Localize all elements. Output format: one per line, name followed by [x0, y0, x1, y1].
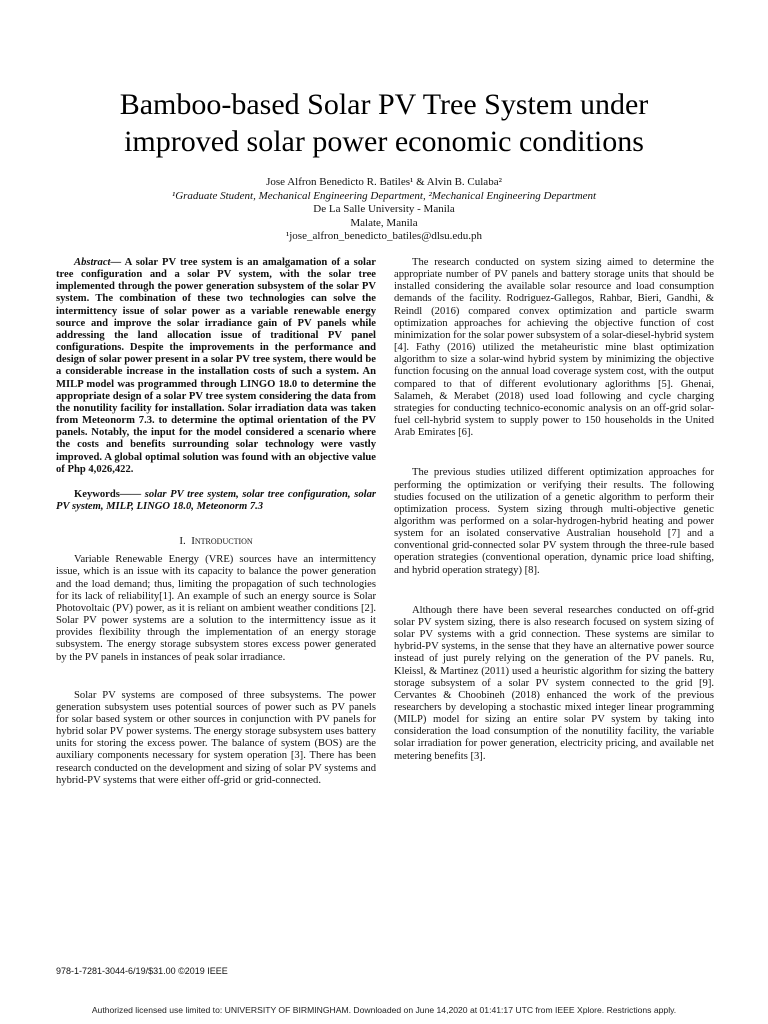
- abstract-label: Abstract: [74, 257, 111, 268]
- section-number: I.: [179, 535, 186, 548]
- intro-paragraph-1: Variable Renewable Energy (VRE) sources have an intermittency issue, which is an issue with its capacity to balance the power generation and the load demand; thus, limiting the propagation of such technologies for its lack of reliability[1]. An example of such an energy source is Solar Photovoltaic (PV) power, as it is reliant on ambient weather conditions [2]. Solar PV power systems are a solution to the intermittency issue as it provides flexibility through the implementation of an energy storage subsystem. The energy storage subsystem stores excess power generated by the PV panels in instances of peak solar irradiance.: [56, 554, 376, 663]
- right-paragraph-2: The previous studies utilized different optimization approaches for performing the optimization or verifying their results. The following studies focused on the utilization of a genetic algorithm to perform their optimization process. System sizing through multi-objective genetic algorithm was performed on a solar-hydrogen-hybrid heating and power system for an isolated conservative Australian household [7] and a conventional grid-connected solar PV system through the three-rule based operation strategies (conventional operation, dynamic price load shifting, and hybrid operation strategy) [8].: [394, 467, 714, 576]
- right-paragraph-3: Although there have been several researches conducted on off-grid solar PV system sizing, there is also research focused on system sizing of solar PV systems with a grid connection. These systems are similar to hybrid-PV systems, in the sense that they have an alternative power source instead of just purely relying on the generation of the PV panels. Ru, Kleissl, & Martinez (2011) used a heuristic algorithm for sizing the battery storage subsystem of a solar PV system connected to the grid [9]. Cervantes & Choobineh (2018) enhanced the work of the previous researchers by developing a stochastic mixed integer linear programming (MILP) model for sizing an entire solar PV system by taking into consideration the load consumption of the nonutility facility, the variable solar irradiation for power generation, electricity pricing, and available net metering benefits [3].: [394, 604, 714, 762]
- abstract-text: A solar PV tree system is an amalgamation of a solar tree configuration and a solar PV system, with the solar tree implemented through the power generation subsystem of the solar PV system. The combination of these two technologies can solve the intermittency issue of solar power as a variable renewable energy source and improve the solar irradiance gain of PV panels while addressing the land allocation issue of traditional PV panel configurations. Despite the improvements in the performance and design of solar power present in a solar PV tree system, there would be a considerable increase in the installation costs of such a system. An MILP model was programmed through LINGO 18.0 to determine the appropriate design of a solar PV tree system considering the data from the nonutility facility for installation. Solar irradiation data was taken from Meteonorm 7.3. to determine the optimal orientation of the PV panels. Notably, the input for the model considered a scenario where the costs and benefits surrounding solar technology were vastly improved. A global optimal solution was found with an objective value of Php 4,026,422.: [56, 257, 376, 475]
- author-university: De La Salle University - Manila: [313, 203, 455, 215]
- abstract: [56, 257, 376, 476]
- author-email: ¹jose_alfron_benedicto_batiles@dlsu.edu.ph: [285, 230, 483, 242]
- author-affiliation: ¹Graduate Student, Mechanical Engineering Department, ²Mechanical Engineering Department: [171, 189, 597, 202]
- right-column: [394, 257, 714, 763]
- keywords: [56, 489, 376, 513]
- keywords-text: solar PV tree system, solar tree configuration, solar PV system, MILP, LINGO 18.0, Meteonorm 7.3: [56, 488, 376, 512]
- keywords-label: Keywords——: [74, 488, 142, 500]
- abstract-dash: —: [110, 257, 125, 268]
- author-names: Jose Alfron Benedicto R. Batiles¹ & Alvin B. Culaba²: [266, 176, 502, 188]
- title-line-1: Bamboo-based Solar PV Tree System under: [119, 88, 649, 121]
- isbn-footer: 978-1-7281-3044-6/19/$31.00 ©2019 IEEE: [56, 966, 228, 976]
- author-city: Malate, Manila: [350, 216, 418, 229]
- right-paragraph-1: The research conducted on system sizing aimed to determine the appropriate number of PV panels and battery storage units that should be installed considering the available solar resource and load consumption demands of the facility. Rodriguez-Gallegos, Rahbar, Bieri, Gandhi, & Reindl (2016) compared convex optimization and particle swarm optimization approaches for achieving the objective function of cost minimization for the solar power subsystem of a solar-diesel-hybrid system [4]. Fathy (2016) utilized the metaheuristic mine blast optimization algorithm to size a solar-wind hybrid system by minimizing the objective function focusing on the annual load coverage system cost, with the output compared to that of different evolutionary aglorithms [5]. Ghenai, Salameh, & Merabet (2018) used load following and cycle charging strategies for conducting technico-economic analysis on an off-grid solar-fuel cell-hybrid system to supply power to 150 households in the United Arab Emirates [6].: [394, 257, 714, 439]
- section-heading: [56, 535, 376, 547]
- author-block: [100, 176, 668, 244]
- paper-title: [60, 86, 708, 160]
- left-column: [56, 257, 376, 787]
- section-title: Introduction: [191, 535, 253, 548]
- intro-paragraph-2: Solar PV systems are composed of three subsystems. The power generation subsystem uses potential sources of power such as PV panels for solar based system or other sources in conjunction with PV panels for hybrid solar PV power systems. The energy storage subsystem uses battery units for storing the excess power. The balance of system (BOS) are the auxiliary components necessary for system operation [3]. There has been research conducted on the development and sizing of solar PV systems and hybrid-PV systems that were either off-grid or grid-connected.: [56, 689, 376, 786]
- license-footer: Authorized licensed use limited to: UNIVERSITY OF BIRMINGHAM. Downloaded on June 14,2020 at 01:41:17 UTC from IEEE Xplore. Restrictions apply.: [91, 1005, 677, 1015]
- title-line-2: improved solar power economic conditions: [124, 125, 644, 158]
